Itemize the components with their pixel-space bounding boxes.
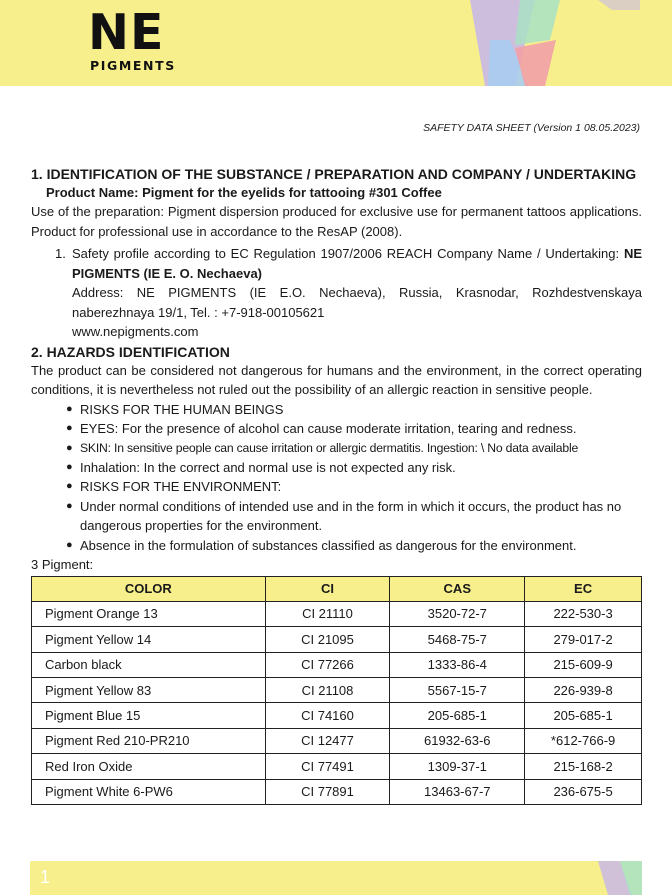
cell-ci: CI 21110 xyxy=(265,601,390,626)
product-name: Product Name: Pigment for the eyelids for tattooing #301 Coffee xyxy=(46,185,442,200)
page-footer xyxy=(30,861,642,895)
document-body xyxy=(31,165,642,805)
column-header-ec: EC xyxy=(525,576,642,601)
cell-color: Pigment Yellow 83 xyxy=(32,678,266,703)
cell-ci: CI 77491 xyxy=(265,754,390,779)
column-header-color: COLOR xyxy=(32,576,266,601)
list-item: ● RISKS FOR THE ENVIRONMENT: xyxy=(66,477,642,497)
company-website: www.nepigments.com xyxy=(72,324,199,339)
cell-cas: 61932-63-6 xyxy=(390,728,525,753)
cell-color: Carbon black xyxy=(32,652,266,677)
table-header-row xyxy=(32,576,642,601)
column-header-cas: CAS xyxy=(390,576,525,601)
hazard-list xyxy=(31,400,642,556)
list-item: ● RISKS FOR THE HUMAN BEINGS xyxy=(66,400,642,420)
brand-logo-name: NE xyxy=(88,4,165,61)
table-row xyxy=(32,703,642,728)
section1-title: 1. IDENTIFICATION OF THE SUBSTANCE / PREPARATION AND COMPANY / UNDERTAKING xyxy=(31,166,637,182)
company-address: Address: NE PIGMENTS (IE E.O. Nechaeva), Russia, Krasnodar, Rozhdestvenskaya naberezhnaya 19/1, Tel. : +7-918-00105621 xyxy=(72,285,642,320)
table-row xyxy=(32,652,642,677)
cell-ec: 279-017-2 xyxy=(525,627,642,652)
cell-cas: 3520-72-7 xyxy=(390,601,525,626)
page-number: 1 xyxy=(40,867,51,887)
cell-color: Pigment Yellow 14 xyxy=(32,627,266,652)
list-item: ● Absence in the formulation of substances classified as dangerous for the environment. xyxy=(66,536,642,556)
cell-ci: CI 21108 xyxy=(265,678,390,703)
section3-title: 3 Pigment: xyxy=(31,557,94,572)
cell-ec: 215-609-9 xyxy=(525,652,642,677)
brand-logo-subname: PIGMENTS xyxy=(90,58,176,73)
cell-cas: 5567-15-7 xyxy=(390,678,525,703)
item-number: 1. xyxy=(55,246,66,261)
column-header-ci: CI xyxy=(265,576,390,601)
cell-ec: 215-168-2 xyxy=(525,754,642,779)
section2-intro: The product can be considered not dangerous for humans and the environment, in the correct operating conditions, it is nevertheless not ruled out the possibility of an allergic reaction in sensitive people. xyxy=(31,362,642,397)
section2-title: 2. HAZARDS IDENTIFICATION xyxy=(31,343,230,360)
section1-use: Use of the preparation: Pigment dispersion produced for exclusive use for permanent tattoos applications. Product for professional use in accordance to the ResAP (2008). xyxy=(31,204,642,239)
table-row xyxy=(32,754,642,779)
safety-profile-item xyxy=(55,244,642,342)
cell-ci: CI 74160 xyxy=(265,703,390,728)
table-row xyxy=(32,779,642,804)
cell-ec: *612-766-9 xyxy=(525,728,642,753)
list-item: ● Under normal conditions of intended use and in the form in which it occurs, the product has no dangerous properties for the environment. xyxy=(66,497,642,536)
company-name: NE PIGMENTS (IE E. O. Nechaeva) xyxy=(72,246,642,281)
cell-ci: CI 12477 xyxy=(265,728,390,753)
pigment-table xyxy=(31,576,642,806)
table-row xyxy=(32,601,642,626)
decorative-shapes xyxy=(0,0,672,86)
cell-color: Pigment Blue 15 xyxy=(32,703,266,728)
table-row xyxy=(32,627,642,652)
cell-cas: 1333-86-4 xyxy=(390,652,525,677)
cell-cas: 5468-75-7 xyxy=(390,627,525,652)
cell-ci: CI 77891 xyxy=(265,779,390,804)
cell-ci: CI 77266 xyxy=(265,652,390,677)
list-item: ● SKIN: In sensitive people can cause irritation or allergic dermatitis. Ingestion: \ No data available xyxy=(66,439,642,458)
cell-ec: 222-530-3 xyxy=(525,601,642,626)
list-item: ● Inhalation: In the correct and normal use is not expected any risk. xyxy=(66,458,642,478)
table-row xyxy=(32,728,642,753)
cell-color: Pigment Orange 13 xyxy=(32,601,266,626)
sheet-title: SAFETY DATA SHEET (Version 1 08.05.2023) xyxy=(423,122,640,134)
list-item: ● EYES: For the presence of alcohol can cause moderate irritation, tearing and redness. xyxy=(66,419,642,439)
cell-cas: 1309-37-1 xyxy=(390,754,525,779)
cell-ec: 236-675-5 xyxy=(525,779,642,804)
cell-cas: 205-685-1 xyxy=(390,703,525,728)
table-row xyxy=(32,678,642,703)
cell-ci: CI 21095 xyxy=(265,627,390,652)
safety-profile-intro: Safety profile according to EC Regulation 1907/2006 REACH Company Name / Undertaking: xyxy=(72,246,620,261)
safety-profile-text xyxy=(72,244,642,342)
footer-decorative-shapes xyxy=(570,861,642,895)
cell-color: Red Iron Oxide xyxy=(32,754,266,779)
cell-ec: 226-939-8 xyxy=(525,678,642,703)
cell-cas: 13463-67-7 xyxy=(390,779,525,804)
cell-color: Pigment Red 210-PR210 xyxy=(32,728,266,753)
page-header xyxy=(0,0,672,86)
cell-ec: 205-685-1 xyxy=(525,703,642,728)
cell-color: Pigment White 6-PW6 xyxy=(32,779,266,804)
